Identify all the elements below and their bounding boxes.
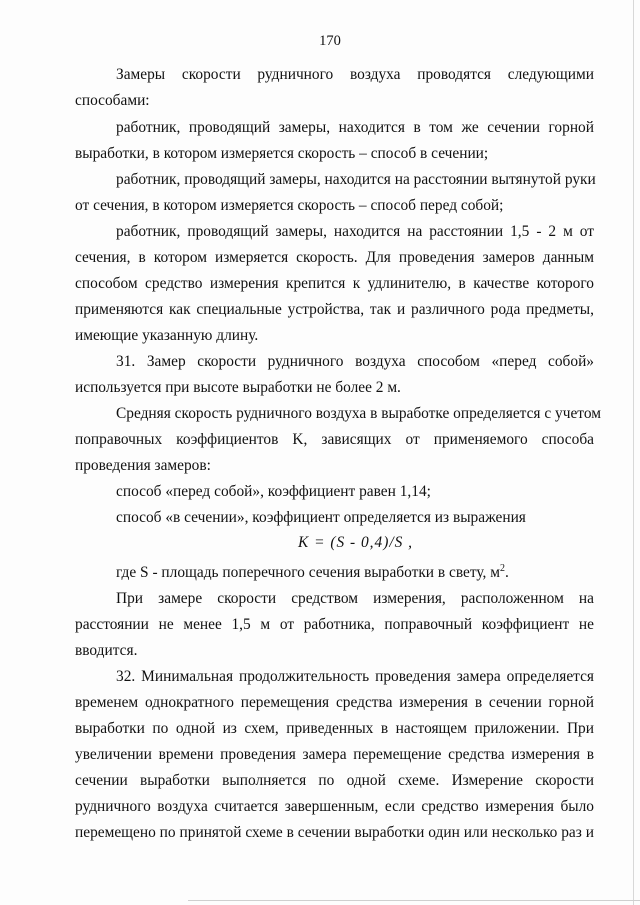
text-line: сечения, в котором измеряется скорость. Для проведения замеров данным xyxy=(75,249,594,266)
text-line: Замеры скорости рудничного воздуха проводятся следующими xyxy=(116,66,594,83)
text-line: от сечения, в котором измеряется скорость – способ перед собой; xyxy=(75,197,504,214)
text-line: увеличении времени проведения замера перемещение средства измерения в xyxy=(75,746,594,763)
text-line: применяются как специальные устройства, так и различного рода предметы, xyxy=(75,301,594,318)
text-line: работник, проводящий замеры, находится в том же сечении горной xyxy=(116,119,594,136)
formula: K = (S - 0,4)/S , xyxy=(298,534,414,551)
text-line: используется при высоте выработки не более 2 м. xyxy=(75,379,401,396)
text-line: работник, проводящий замеры, находится на расстоянии вытянутой руки xyxy=(116,171,596,188)
text-line: выработки по одной из схем, приведенных в настоящем приложении. При xyxy=(75,720,594,737)
text-line: временем однократного перемещения средства измерения в сечении горной xyxy=(75,694,594,711)
text-line: поправочных коэффициентов K, зависящих от применяемого способа xyxy=(75,431,594,448)
text-line: способ «перед собой», коэффициент равен 1,14; xyxy=(116,483,431,500)
unit-exponent: 2 xyxy=(499,563,505,574)
text-line: сечении выработки выполняется по одной схеме. Измерение скорости xyxy=(75,772,594,789)
page-number: 170 xyxy=(319,33,341,49)
text-line: перемещено по принятой схеме в сечении выработки один или несколько раз и xyxy=(75,824,594,841)
text-line: вводится. xyxy=(75,642,138,659)
page-edge-bottom xyxy=(188,900,640,901)
text-line: где S - площадь поперечного сечения выработки в свету, $м^2$. xyxy=(116,563,509,581)
text-line: способами: xyxy=(75,92,150,109)
text-line: При замере скорости средством измерения, расположенном на xyxy=(116,590,594,607)
text-line: расстоянии не менее 1,5 м от работника, поправочный коэффициент не xyxy=(75,616,594,633)
page-edge-right xyxy=(633,0,634,905)
text-line: имеющие указанную длину. xyxy=(75,327,259,344)
text-line: 31. Замер скорости рудничного воздуха способом «перед собой» xyxy=(116,353,594,370)
text-line: рудничного воздуха считается завершенным, если средство измерения было xyxy=(75,798,594,815)
text-line: выработки, в котором измеряется скорость – способ в сечении; xyxy=(75,145,489,162)
text-line: Средняя скорость рудничного воздуха в выработке определяется с учетом xyxy=(116,405,601,422)
text-line: способ «в сечении», коэффициент определяется из выражения xyxy=(116,509,526,526)
text-line: способом средство измерения крепится к удлинителю, в качестве которого xyxy=(75,275,594,292)
text-line: работник, проводящий замеры, находится на расстоянии 1,5 - 2 м от xyxy=(116,223,594,240)
text-line: 32. Минимальная продолжительность проведения замера определяется xyxy=(116,668,594,685)
text-line: проведения замеров: xyxy=(75,457,211,474)
text-line-body: где S - площадь поперечного сечения выработки в свету, м xyxy=(116,564,500,581)
